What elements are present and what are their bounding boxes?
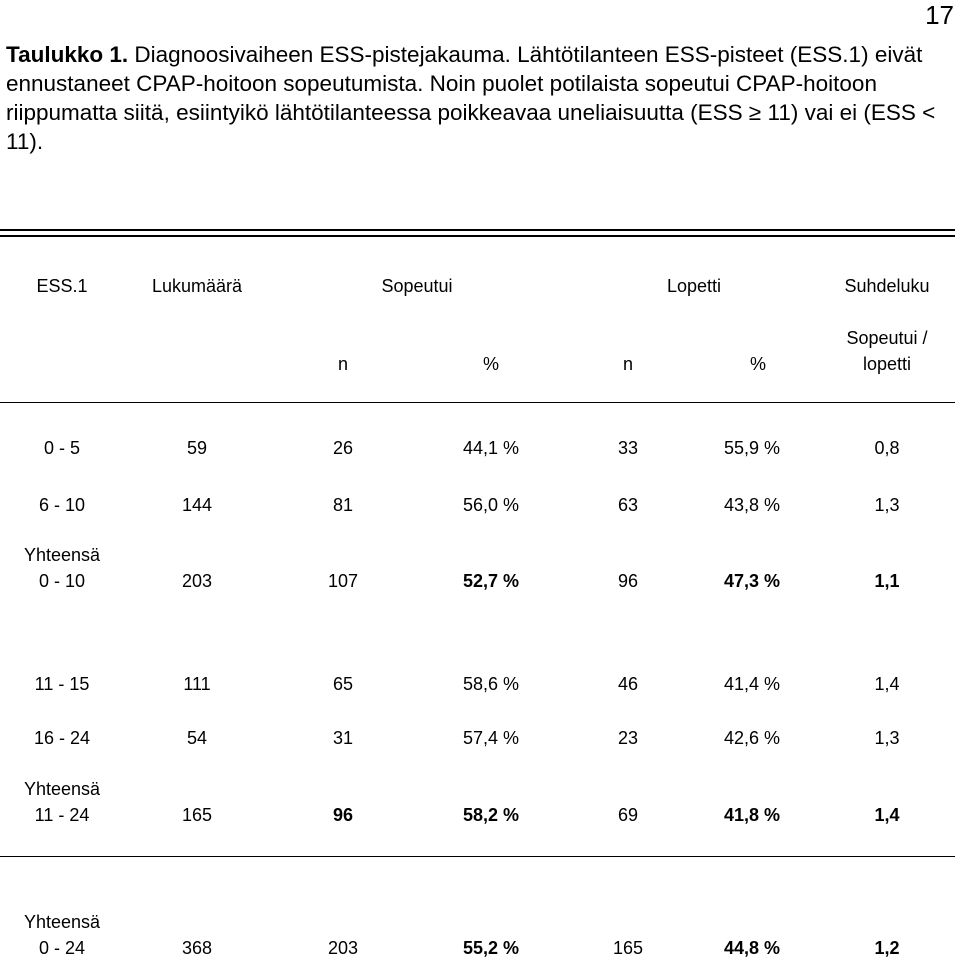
header-adapted-n: n bbox=[337, 354, 349, 374]
row-3-ess-label: Yhteensä bbox=[23, 545, 101, 565]
row-5-ess: 16 - 24 bbox=[33, 728, 91, 748]
header-ess: ESS.1 bbox=[36, 276, 88, 296]
header-quit: Lopetti bbox=[666, 276, 722, 296]
row-4-ratio: 1,4 bbox=[874, 674, 900, 694]
row-4-ess: 11 - 15 bbox=[34, 674, 90, 694]
row-2-quit-pct: 43,8 % bbox=[723, 495, 781, 515]
row-2-adapted-pct: 56,0 % bbox=[462, 495, 520, 515]
row-6-adapted-pct: 58,2 % bbox=[462, 805, 520, 825]
top-rule-1 bbox=[0, 229, 955, 231]
row-2-adapted-n: 81 bbox=[332, 495, 354, 515]
page-number: 17 bbox=[925, 0, 954, 30]
header-adapted: Sopeutui bbox=[381, 276, 453, 296]
header-rule bbox=[0, 402, 955, 403]
row-5-quit-pct: 42,6 % bbox=[723, 728, 781, 748]
row-2-quit-n: 63 bbox=[617, 495, 639, 515]
row-4-quit-pct: 41,4 % bbox=[723, 674, 781, 694]
header-ratio-sub-2: lopetti bbox=[862, 354, 912, 374]
row-6-quit-n: 69 bbox=[617, 805, 639, 825]
header-count: Lukumäärä bbox=[151, 276, 243, 296]
header-ratio-sub-1: Sopeutui / bbox=[846, 328, 928, 348]
header-adapted-pct: % bbox=[482, 354, 500, 374]
row-1-ess: 0 - 5 bbox=[43, 438, 81, 458]
row-7-ess-label: Yhteensä bbox=[23, 912, 101, 932]
row-7-adapted-pct: 55,2 % bbox=[462, 938, 520, 958]
row-5-adapted-n: 31 bbox=[332, 728, 354, 748]
row-1-count: 59 bbox=[186, 438, 208, 458]
row-2-count: 144 bbox=[181, 495, 213, 515]
header-ratio: Suhdeluku bbox=[844, 276, 930, 296]
row-6-adapted-n: 96 bbox=[332, 805, 354, 825]
row-5-ratio: 1,3 bbox=[874, 728, 900, 748]
row-5-adapted-pct: 57,4 % bbox=[462, 728, 520, 748]
row-4-count: 111 bbox=[183, 674, 211, 694]
row-2-ratio: 1,3 bbox=[874, 495, 900, 515]
row-4-quit-n: 46 bbox=[617, 674, 639, 694]
row-3-quit-n: 96 bbox=[617, 571, 639, 591]
row-3-adapted-n: 107 bbox=[327, 571, 359, 591]
row-7-count: 368 bbox=[181, 938, 213, 958]
header-quit-n: n bbox=[622, 354, 634, 374]
row-3-ratio: 1,1 bbox=[874, 571, 900, 591]
caption-text: Diagnoosivaiheen ESS-pistejakauma. Lähtötilanteen ESS-pisteet (ESS.1) eivät ennustaneet CPAP-hoitoon sopeutumista. Noin puolet potilaista sopeutui CPAP-hoitoon riippumatta siitä, esiintyikö lähtötilanteessa poikkeavaa uneliaisuutta (ESS ≥ 11) vai ei (ESS < 11). bbox=[6, 42, 936, 154]
row-6-quit-pct: 41,8 % bbox=[723, 805, 781, 825]
row-7-ess-range: 0 - 24 bbox=[38, 938, 86, 958]
row-6-ess-label: Yhteensä bbox=[23, 779, 101, 799]
row-6-count: 165 bbox=[181, 805, 213, 825]
row-1-quit-n: 33 bbox=[617, 438, 639, 458]
row-4-adapted-n: 65 bbox=[332, 674, 354, 694]
row-3-quit-pct: 47,3 % bbox=[723, 571, 781, 591]
subtotal-rule bbox=[0, 856, 955, 857]
row-5-quit-n: 23 bbox=[617, 728, 639, 748]
row-7-quit-n: 165 bbox=[612, 938, 644, 958]
row-1-quit-pct: 55,9 % bbox=[723, 438, 781, 458]
row-5-count: 54 bbox=[186, 728, 208, 748]
table-caption bbox=[6, 40, 951, 156]
row-7-adapted-n: 203 bbox=[327, 938, 359, 958]
row-1-adapted-pct: 44,1 % bbox=[462, 438, 520, 458]
row-1-adapted-n: 26 bbox=[332, 438, 354, 458]
top-rule-2 bbox=[0, 235, 955, 237]
row-1-ratio: 0,8 bbox=[874, 438, 900, 458]
caption-label: Taulukko 1. bbox=[6, 42, 129, 67]
row-7-ratio: 1,2 bbox=[874, 938, 900, 958]
row-7-quit-pct: 44,8 % bbox=[723, 938, 781, 958]
row-3-count: 203 bbox=[181, 571, 213, 591]
row-6-ess-range: 11 - 24 bbox=[34, 805, 90, 825]
row-4-adapted-pct: 58,6 % bbox=[462, 674, 520, 694]
row-3-adapted-pct: 52,7 % bbox=[462, 571, 520, 591]
header-quit-pct: % bbox=[749, 354, 767, 374]
row-6-ratio: 1,4 bbox=[874, 805, 900, 825]
row-2-ess: 6 - 10 bbox=[38, 495, 86, 515]
row-3-ess-range: 0 - 10 bbox=[38, 571, 86, 591]
